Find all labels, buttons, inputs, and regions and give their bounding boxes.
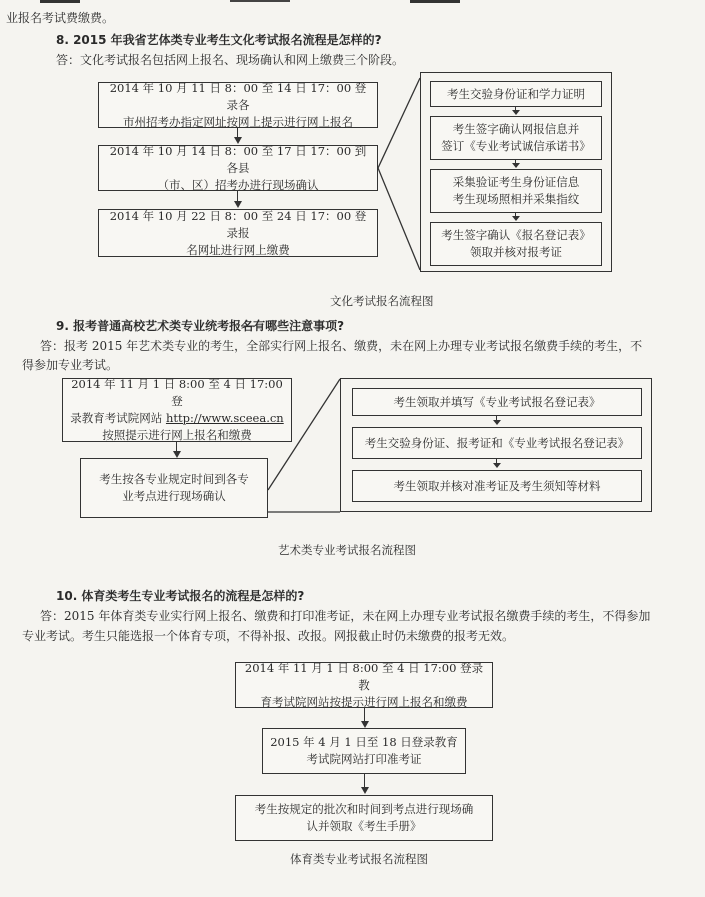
q10-arrowhead-1 (361, 721, 369, 728)
q9-sub-arrowhead-1 (493, 420, 501, 425)
q8-step-3: 2014 年 10 月 22 日 8：00 至 24 日 17：00 登录报 名网址进行网上缴费 (98, 209, 378, 257)
q10-step-1: 2014 年 11 月 1 日 8:00 至 4 日 17:00 登录教 育考试院网站按提示进行网上报名和缴费 (235, 662, 493, 708)
q9-answer-line-1: 答：报考 2015 年艺术类专业的考生，全部实行网上报名、缴费，未在网上办理专业考试报名缴费手续的考生，不 (40, 339, 643, 353)
q8-step-2: 2014 年 10 月 14 日 8：00 至 17 日 17：00 到各县 （市、区）招考办进行现场确认 (98, 145, 378, 191)
q10-caption: 体育类专业考试报名流程图 (290, 852, 428, 866)
q8-answer: 答：文化考试报名包括网上报名、现场确认和网上缴费三个阶段。 (56, 53, 405, 67)
q9-answer-line-2: 得参加专业考试。 (22, 358, 119, 372)
q10-answer-line-1: 答：2015 年体育类专业实行网上报名、缴费和打印准考证，未在网上办理专业考试报名缴费手续的考生，不得参加 (40, 609, 651, 623)
q9-sub-step-1: 考生领取并填写《专业考试报名登记表》 (352, 388, 642, 416)
q9-sub-step-3: 考生领取并核对准考证及考生须知等材料 (352, 470, 642, 502)
q8-sub-step-1: 考生交验身份证和学力证明 (430, 81, 602, 107)
q8-question: 8. 2015 年我省艺体类专业考生文化考试报名流程是怎样的? (56, 33, 382, 47)
q10-step-3: 考生按规定的批次和时间到考点进行现场确 认并领取《考生手册》 (235, 795, 493, 841)
sceea-link[interactable]: http://www.sceea.cn (165, 411, 284, 425)
intro-line: 业报名考试费缴费。 (6, 11, 115, 25)
q8-sub-step-4: 考生签字确认《报名登记表》 领取并核对报考证 (430, 222, 602, 266)
q9-sub-step-2: 考生交验身份证、报考证和《专业考试报名登记表》 (352, 427, 642, 459)
q9-step-2: 考生按各专业规定时间到各专 业考点进行现场确认 (80, 458, 268, 518)
q10-step-2: 2015 年 4 月 1 日至 18 日登录教育 考试院网站打印准考证 (262, 728, 466, 774)
q8-caption: 文化考试报名流程图 (330, 294, 434, 308)
q10-question: 10. 体育类考生专业考试报名的流程是怎样的? (56, 589, 305, 603)
q10-arrowhead-2 (361, 787, 369, 794)
q9-question: 9. 报考普通高校艺术类专业统考报名有哪些注意事项? (56, 319, 345, 333)
q8-step-1: 2014 年 10 月 11 日 8：00 至 14 日 17：00 登录各 市州招考办指定网址按网上提示进行网上报名 (98, 82, 378, 128)
q8-sub-step-2: 考生签字确认网报信息并 签订《专业考试诚信承诺书》 (430, 116, 602, 160)
q9-caption: 艺术类专业考试报名流程图 (278, 543, 416, 557)
q9-sub-arrowhead-2 (493, 463, 501, 468)
q8-sub-step-3: 采集验证考生身份证信息 考生现场照相并采集指纹 (430, 169, 602, 213)
q10-answer-line-2: 专业考试。考生只能选报一个体育专项，不得补报、改报。网报截止时仍未缴费的报考无效。 (22, 629, 515, 643)
q9-step-1: 2014 年 11 月 1 日 8:00 至 4 日 17:00 登 录教育考试院网站 http://www.sceea.cn 按照提示进行网上报名和缴费 (62, 378, 292, 442)
